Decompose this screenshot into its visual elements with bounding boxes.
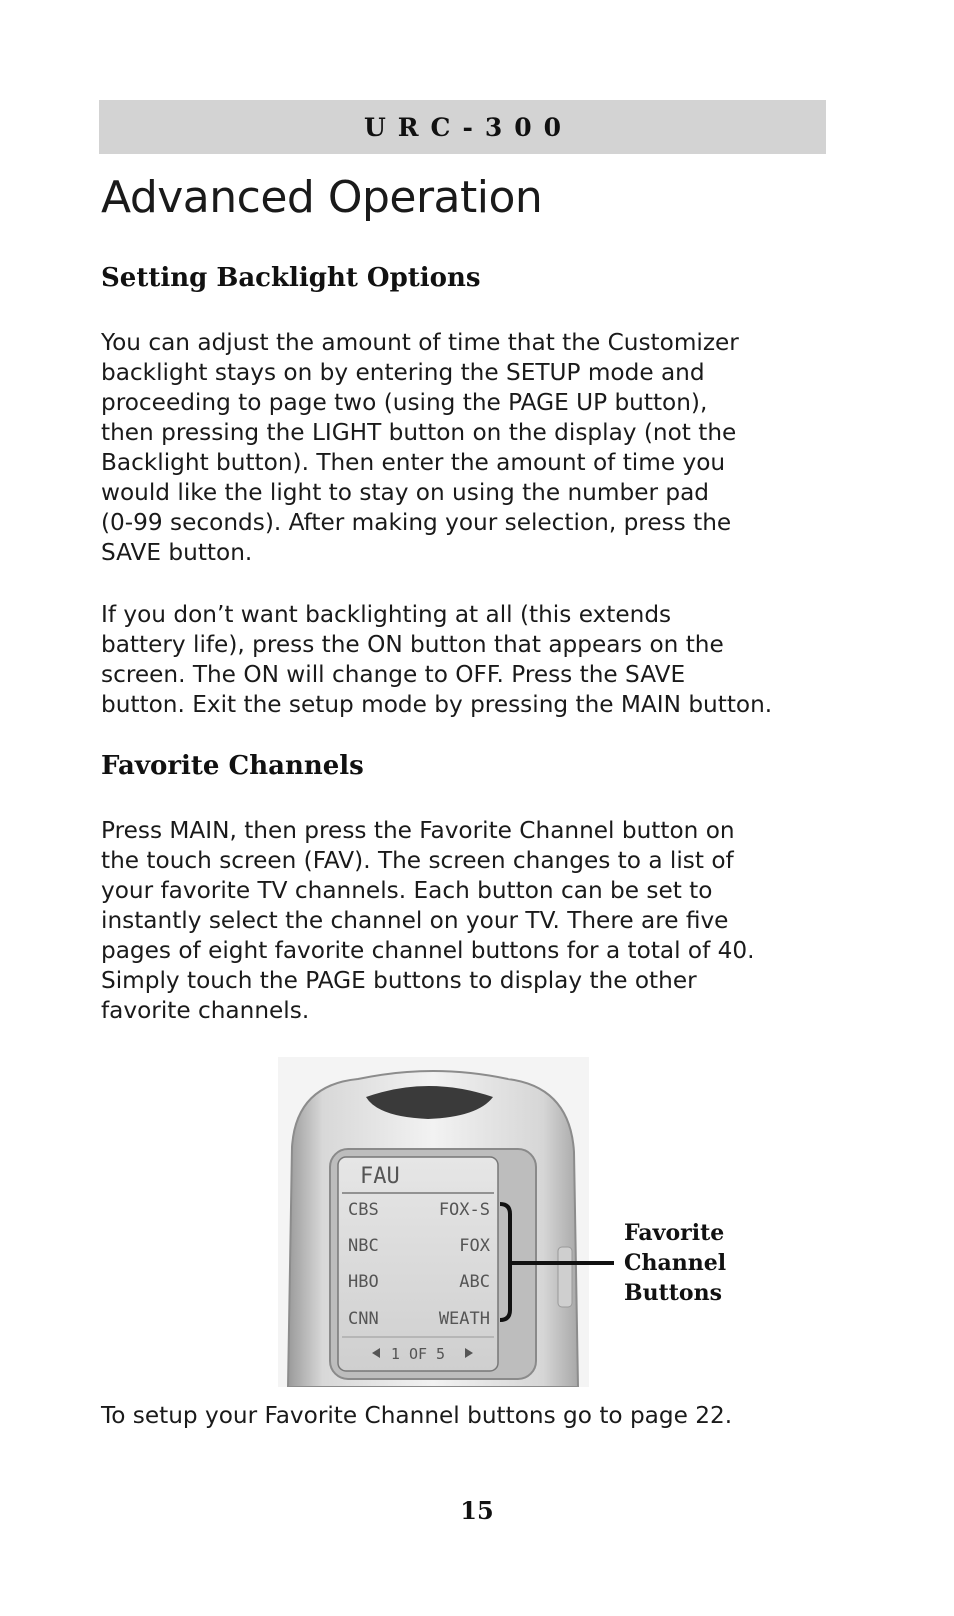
channel-button-right-3[interactable]: ABC bbox=[459, 1272, 490, 1292]
section-heading-favorites: Favorite Channels bbox=[101, 751, 364, 781]
text-line: If you don’t want backlighting at all (this extends bbox=[101, 601, 672, 628]
text-line: the touch screen (FAV). The screen changes to a list of bbox=[101, 847, 734, 874]
text-line: screen. The ON will change to OFF. Press the SAVE bbox=[101, 661, 686, 688]
text-line: instantly select the channel on your TV. There are five bbox=[101, 907, 729, 934]
callout-line: Favorite bbox=[624, 1220, 725, 1246]
channel-button-left-3[interactable]: HBO bbox=[348, 1272, 379, 1292]
channel-button-right-4[interactable]: WEATH bbox=[438, 1309, 490, 1329]
text-line: battery life), press the ON button that appears on the bbox=[101, 631, 724, 658]
text-line: You can adjust the amount of time that the Customizer bbox=[101, 329, 739, 356]
text-line: Press MAIN, then press the Favorite Channel button on bbox=[101, 817, 735, 844]
channel-button-right-2[interactable]: FOX bbox=[459, 1236, 490, 1256]
channel-button-left-2[interactable]: NBC bbox=[348, 1236, 379, 1256]
text-line: SAVE button. bbox=[101, 539, 253, 566]
screen-title: FAU bbox=[360, 1164, 400, 1189]
text-line: backlight stays on by entering the SETUP mode and bbox=[101, 359, 705, 386]
text-line: then pressing the LIGHT button on the display (not the bbox=[101, 419, 737, 446]
header-band bbox=[99, 100, 826, 154]
callout-bracket bbox=[498, 1200, 628, 1324]
channel-button-right-1[interactable]: FOX-S bbox=[438, 1200, 490, 1220]
text-line: favorite channels. bbox=[101, 997, 310, 1024]
text-line: button. Exit the setup mode by pressing the MAIN button. bbox=[101, 691, 773, 718]
screen-pager: 1 OF 5 bbox=[390, 1345, 446, 1363]
page-number: 15 bbox=[460, 1496, 494, 1525]
text-line: Backlight button). Then enter the amount of time you bbox=[101, 449, 726, 476]
text-line: would like the light to stay on using the number pad bbox=[101, 479, 710, 506]
callout-line: Channel bbox=[624, 1250, 727, 1276]
text-line: pages of eight favorite channel buttons for a total of 40. bbox=[101, 937, 755, 964]
text-line: To setup your Favorite Channel buttons go to page 22. bbox=[101, 1402, 733, 1429]
callout-label bbox=[624, 1218, 726, 1308]
page-title: Advanced Operation bbox=[101, 172, 543, 223]
callout-line: Buttons bbox=[624, 1280, 722, 1306]
channel-button-left-4[interactable]: CNN bbox=[348, 1309, 379, 1329]
footer-note bbox=[101, 1401, 781, 1431]
text-line: your favorite TV channels. Each button can be set to bbox=[101, 877, 713, 904]
text-line: (0-99 seconds). After making your selection, press the bbox=[101, 509, 732, 536]
text-line: proceeding to page two (using the PAGE UP button), bbox=[101, 389, 708, 416]
paragraph-favorites bbox=[101, 816, 781, 1026]
paragraph-backlight-2 bbox=[101, 600, 781, 720]
channel-button-left-1[interactable]: CBS bbox=[348, 1200, 379, 1220]
section-heading-backlight: Setting Backlight Options bbox=[101, 263, 481, 293]
paragraph-backlight-1 bbox=[101, 328, 781, 568]
text-line: Simply touch the PAGE buttons to display the other bbox=[101, 967, 697, 994]
header-model: URC-300 bbox=[363, 112, 574, 142]
